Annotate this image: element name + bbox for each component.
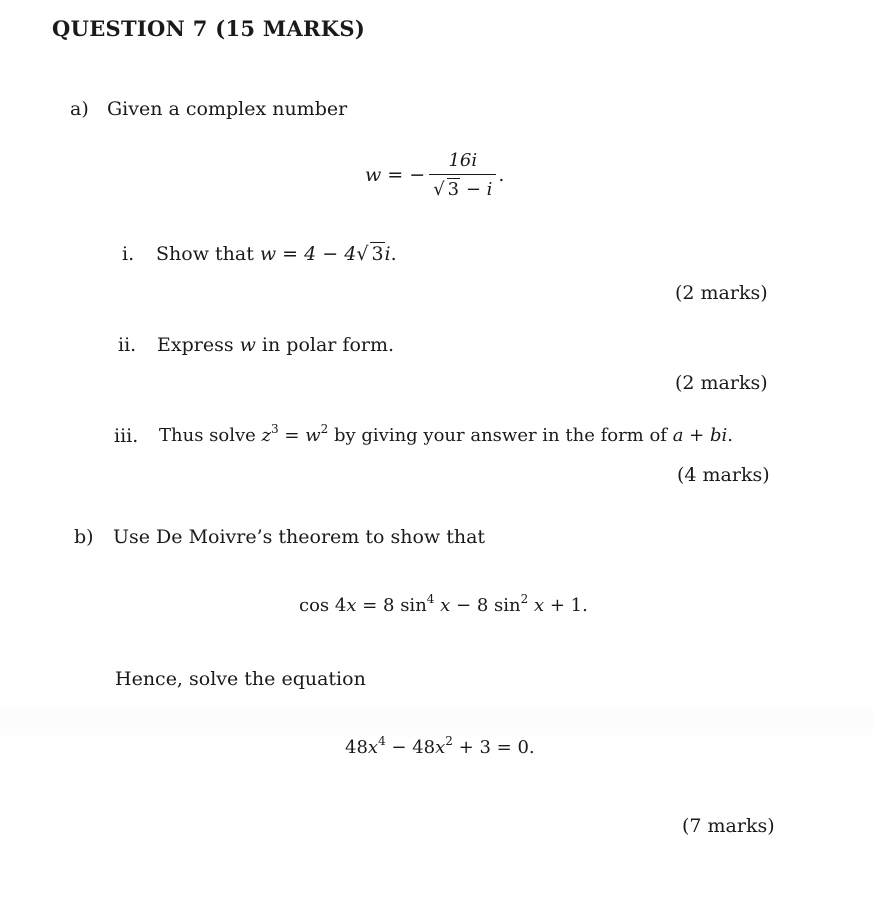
item-iii-w: w <box>305 425 321 446</box>
poly-coeff1: 48 <box>345 737 368 758</box>
polynomial-equation <box>345 734 535 758</box>
item-ii-label: ii. <box>118 334 137 356</box>
part-a-label: a) <box>70 98 89 120</box>
item-i-imag-unit: i <box>384 243 391 265</box>
identity-sin4: = 8 sin <box>356 595 427 616</box>
item-iii-form: a + bi <box>672 425 728 446</box>
item-iii-equals: = <box>278 425 306 446</box>
identity-exp4: 4 <box>426 592 435 606</box>
identity-x2: x <box>440 595 451 616</box>
w-lhs: w = − <box>365 164 426 186</box>
identity-x3: x <box>534 595 545 616</box>
poly-coeff2: − 48 <box>385 737 436 758</box>
w-fraction <box>429 150 496 200</box>
item-i-suffix: . <box>390 243 397 265</box>
scan-shading <box>0 700 873 740</box>
item-i-marks: (2 marks) <box>675 282 768 304</box>
item-iii-suffix: . <box>727 425 733 446</box>
fraction-denominator: √ 3 − i <box>429 174 496 200</box>
w-trailing-period: . <box>498 164 505 186</box>
item-i-math: w = 4 − 4 <box>259 243 357 265</box>
item-iii-z-exponent: 3 <box>271 422 279 436</box>
poly-exp4: 4 <box>378 734 386 748</box>
part-a-intro: Given a complex number <box>107 98 348 120</box>
poly-exp2: 2 <box>445 734 453 748</box>
item-i-text: Show that w = 4 − 4√ 3i. <box>156 243 397 265</box>
item-iii-w-exponent: 2 <box>320 422 329 436</box>
question-title: QUESTION 7 (15 MARKS) <box>52 16 366 41</box>
item-iii-marks: (4 marks) <box>677 464 770 486</box>
item-iii-label: iii. <box>114 425 139 447</box>
item-i-radical: 3 <box>371 243 384 265</box>
identity-tail: + 1. <box>544 595 588 616</box>
item-iii-text <box>159 422 733 446</box>
item-ii-math: w <box>239 334 256 356</box>
denominator-rest: − i <box>460 179 493 200</box>
item-ii-suffix: in polar form. <box>255 334 395 356</box>
item-ii-text <box>157 334 394 356</box>
w-definition-equation <box>365 150 504 200</box>
item-i-label: i. <box>122 243 135 265</box>
item-i-prefix: Show that <box>156 243 260 265</box>
item-ii-marks: (2 marks) <box>675 372 768 394</box>
item-iii-prefix: Thus solve <box>159 425 262 446</box>
de-moivre-identity <box>299 592 588 616</box>
item-ii-prefix: Express <box>157 334 240 356</box>
poly-x2: x <box>435 737 446 758</box>
poly-tail: + 3 = 0. <box>452 737 535 758</box>
identity-x1: x <box>346 595 357 616</box>
poly-x1: x <box>367 737 379 758</box>
part-b-hence: Hence, solve the equation <box>115 668 366 690</box>
item-iii-z: z <box>261 425 272 446</box>
fraction-numerator: 16i <box>448 150 478 171</box>
part-b-intro: Use De Moivre’s theorem to show that <box>113 526 486 548</box>
denominator-radical: 3 <box>447 179 460 200</box>
part-b-label: b) <box>74 526 94 548</box>
identity-exp2: 2 <box>520 592 529 606</box>
identity-sin2: − 8 sin <box>450 595 521 616</box>
item-iii-middle-text: by giving your answer in the form of <box>328 425 673 446</box>
part-b-marks: (7 marks) <box>682 815 775 837</box>
identity-cos: cos 4 <box>299 595 347 616</box>
